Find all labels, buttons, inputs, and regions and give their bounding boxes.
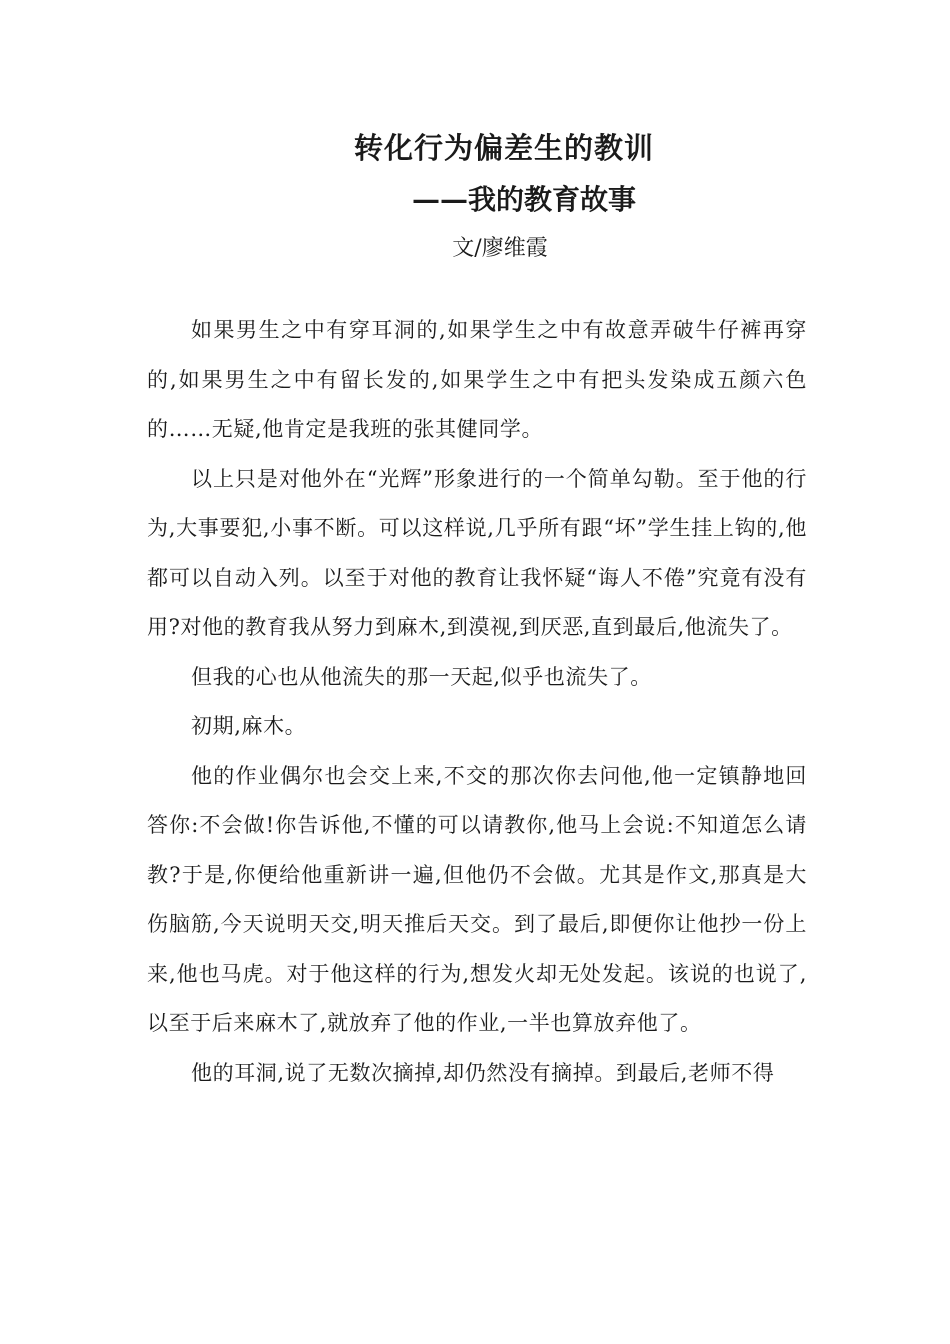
paragraph: 他的作业偶尔也会交上来,不交的那次你去问他,他一定镇静地回答你:不会做!你告诉他,不懂的可以请教你,他马上会说:不知道怎么请教?于是,你便给他重新讲一遍,但他仍不会做。尤其是作文,那真是大伤脑筋,今天说明天交,明天推后天交。到了最后,即便你让他抄一份上来,他也马虎。对于他这样的行为,想发火却无处发起。该说的也说了,以至于后来麻木了,就放弃了他的作业,一半也算放弃他了。 [147, 763, 807, 1035]
document-body [147, 306, 807, 1098]
paragraph: 如果男生之中有穿耳洞的,如果学生之中有故意弄破牛仔裤再穿的,如果男生之中有留长发的,如果学生之中有把头发染成五颜六色的……无疑,他肯定是我班的张其健同学。 [147, 318, 807, 441]
paragraph: 他的耳洞,说了无数次摘掉,却仍然没有摘掉。到最后,老师不得 [191, 1060, 775, 1085]
document-author: 文/廖维霞 [452, 236, 548, 261]
paragraph: 但我的心也从他流失的那一天起,似乎也流失了。 [191, 664, 652, 689]
paragraph: 以上只是对他外在“光辉”形象进行的一个简单勾勒。至于他的行为,大事要犯,小事不断。可以这样说,几乎所有跟“坏”学生挂上钩的,他都可以自动入列。以至于对他的教育让我怀疑“诲人不倦”究竟有没有用?对他的教育我从努力到麻木,到漠视,到厌恶,直到最后,他流失了。 [147, 466, 807, 639]
paragraph: 初期,麻木。 [191, 714, 307, 738]
document-title: 转化行为偏差生的教训 [353, 131, 654, 165]
document-subtitle: ——我的教育故事 [412, 183, 637, 216]
